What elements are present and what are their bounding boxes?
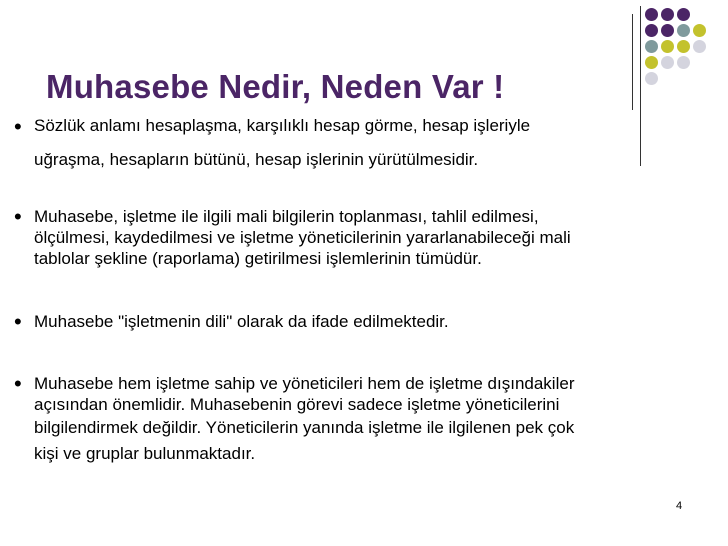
decor-dot [645,8,658,21]
decor-dot [661,40,674,53]
decor-dot-grid [645,8,715,108]
decor-dot [645,72,658,85]
bullet-line: uğraşma, hesapların bütünü, hesap işlerinin yürütülmesidir. [34,150,479,169]
decor-dot [661,8,674,21]
bullet-dot-icon: • [14,309,22,334]
bullet-line: ölçülmesi, kaydedilmesi ve işletme yöneticilerinin yararlanabileceği mali [34,228,571,247]
bullet-text [34,311,724,332]
bullet-line: Sözlük anlamı hesaplaşma, karşılıklı hesap görme, hesap işleriyle [34,116,531,135]
decor-vertical-line-left [632,14,633,110]
bullet-text [34,206,724,269]
decor-dot [661,56,674,69]
bullet-line: bilgilendirmek değildir. Yöneticilerin yanında işletme ile ilgilenen pek çok [34,418,575,437]
decor-dot [693,40,706,53]
bullet-line: kişi ve gruplar bulunmaktadır. [34,444,256,463]
decor-dot [693,24,706,37]
bullet-dot-icon: • [14,204,22,229]
decor-dot [645,40,658,53]
bullet-dot-icon: • [14,114,22,139]
decor-dot [677,56,690,69]
decor-dot [645,24,658,37]
bullet-line: tablolar şekline (raporlama) getirilmesi işlemlerinin tümüdür. [34,249,482,268]
slide-title: Muhasebe Nedir, Neden Var ! [46,68,505,105]
bullet-line: Muhasebe "işletmenin dili" olarak da ifade edilmektedir. [34,312,449,331]
decor-dot [677,24,690,37]
page-number: 4 [676,500,683,512]
bullet-line: Muhasebe hem işletme sahip ve yöneticileri hem de işletme dışındakiler [34,374,575,393]
decor-dot [677,8,690,21]
bullet-text [34,373,724,467]
bullet-dot-icon: • [14,371,22,396]
bullet-text [34,109,724,177]
decor-dot [661,24,674,37]
decor-dot [645,56,658,69]
bullet-line: Muhasebe, işletme ile ilgili mali bilgilerin toplanması, tahlil edilmesi, [34,207,539,226]
decor-dot [677,40,690,53]
bullet-line: açısından önemlidir. Muhasebenin görevi sadece işletme yöneticilerini [34,395,560,414]
